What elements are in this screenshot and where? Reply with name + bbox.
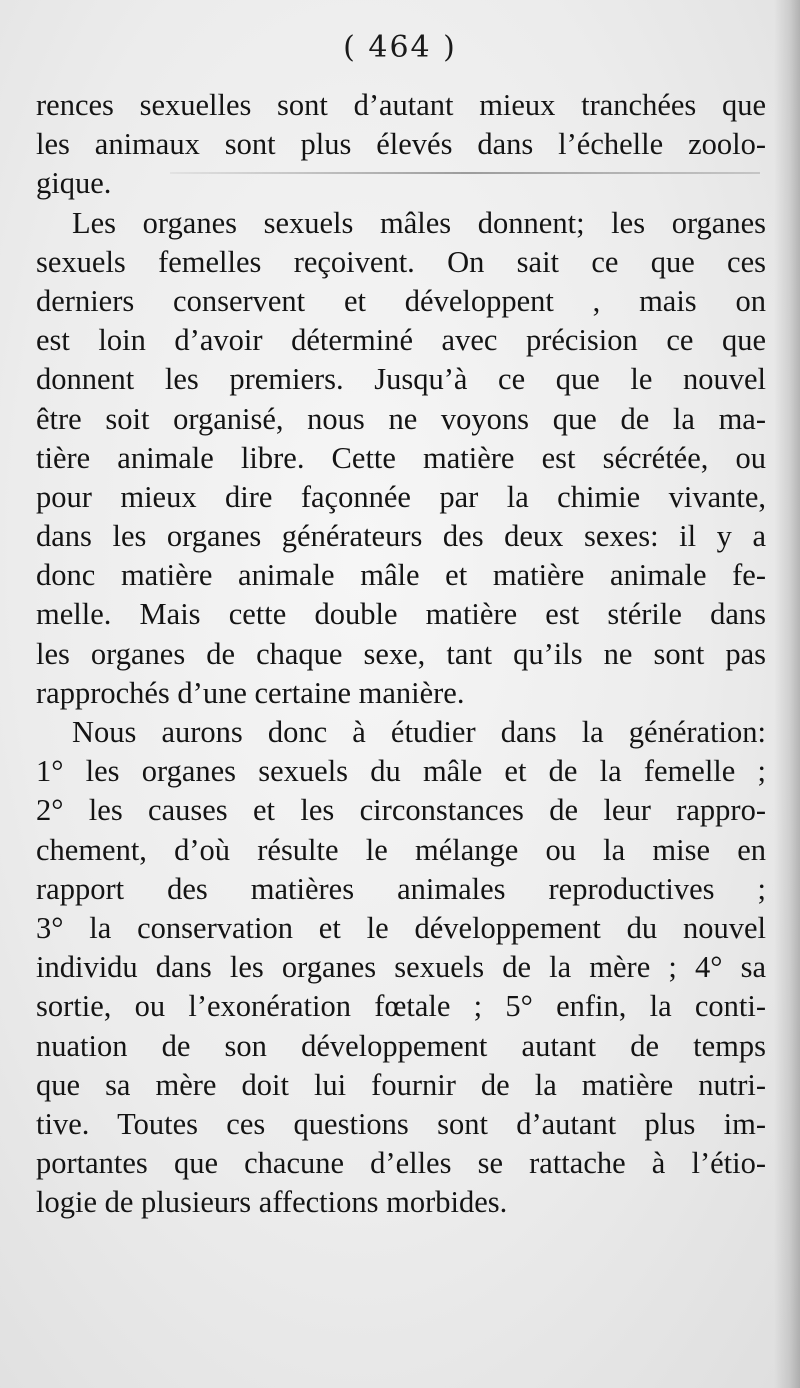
text-line: tive. Toutes ces questions sont d’autant plus im- — [36, 1106, 766, 1141]
text-line: dans les organes générateurs des deux sexes: il y a — [36, 519, 766, 554]
text-line: sortie, ou l’exonération fœtale ; 5° enfin, la conti- — [36, 989, 766, 1024]
text-line: 1° les organes sexuels du mâle et de la femelle ; — [36, 754, 766, 789]
text-line: melle. Mais cette double matière est stérile dans — [36, 597, 766, 632]
text-line: est loin d’avoir déterminé avec précision ce que — [36, 323, 766, 358]
text-line: 3° la conservation et le développement du nouvel — [36, 910, 766, 945]
text-line: sexuels femelles reçoivent. On sait ce que ces — [36, 244, 766, 279]
text-line: rapport des matières animales reproductives ; — [36, 871, 766, 906]
text-line: pour mieux dire façonnée par la chimie vivante, — [36, 479, 766, 514]
body-text — [36, 86, 766, 1222]
text-line: donnent les premiers. Jusqu’à ce que le nouvel — [36, 362, 766, 397]
text-line: Les organes sexuels mâles donnent; les organes — [72, 205, 766, 240]
text-line: les organes de chaque sexe, tant qu’ils ne sont pas — [36, 636, 766, 671]
text-line: donc matière animale mâle et matière animale fe- — [36, 558, 766, 593]
text-line: nuation de son développement autant de temps — [36, 1028, 766, 1063]
text-line: individu dans les organes sexuels de la mère ; 4° sa — [36, 950, 766, 985]
text-line: derniers conservent et développent , mais on — [36, 283, 766, 318]
text-line: portantes que chacune d’elles se rattache à l’étio- — [36, 1146, 766, 1181]
text-line: rapprochés d’une certaine manière. — [36, 675, 465, 710]
text-line: Nous aurons donc à étudier dans la génération: — [72, 715, 766, 749]
text-line: chement, d’où résulte le mélange ou la mise en — [36, 832, 766, 867]
page-number: ( 464 ) — [343, 30, 457, 65]
spine-shadow — [774, 0, 800, 1388]
text-line: gique. — [36, 166, 112, 201]
text-line: les animaux sont plus élevés dans l’échelle zoolo- — [36, 127, 766, 162]
text-line: que sa mère doit lui fournir de la matière nutri- — [36, 1067, 766, 1102]
text-line: être soit organisé, nous ne voyons que de la ma- — [36, 401, 766, 436]
text-line: logie de plusieurs affections morbides. — [36, 1185, 508, 1220]
text-line: 2° les causes et les circonstances de leur rappro- — [36, 793, 766, 828]
text-line: tière animale libre. Cette matière est sécrétée, ou — [36, 440, 766, 475]
text-line: rences sexuelles sont d’autant mieux tranchées que — [36, 88, 766, 122]
